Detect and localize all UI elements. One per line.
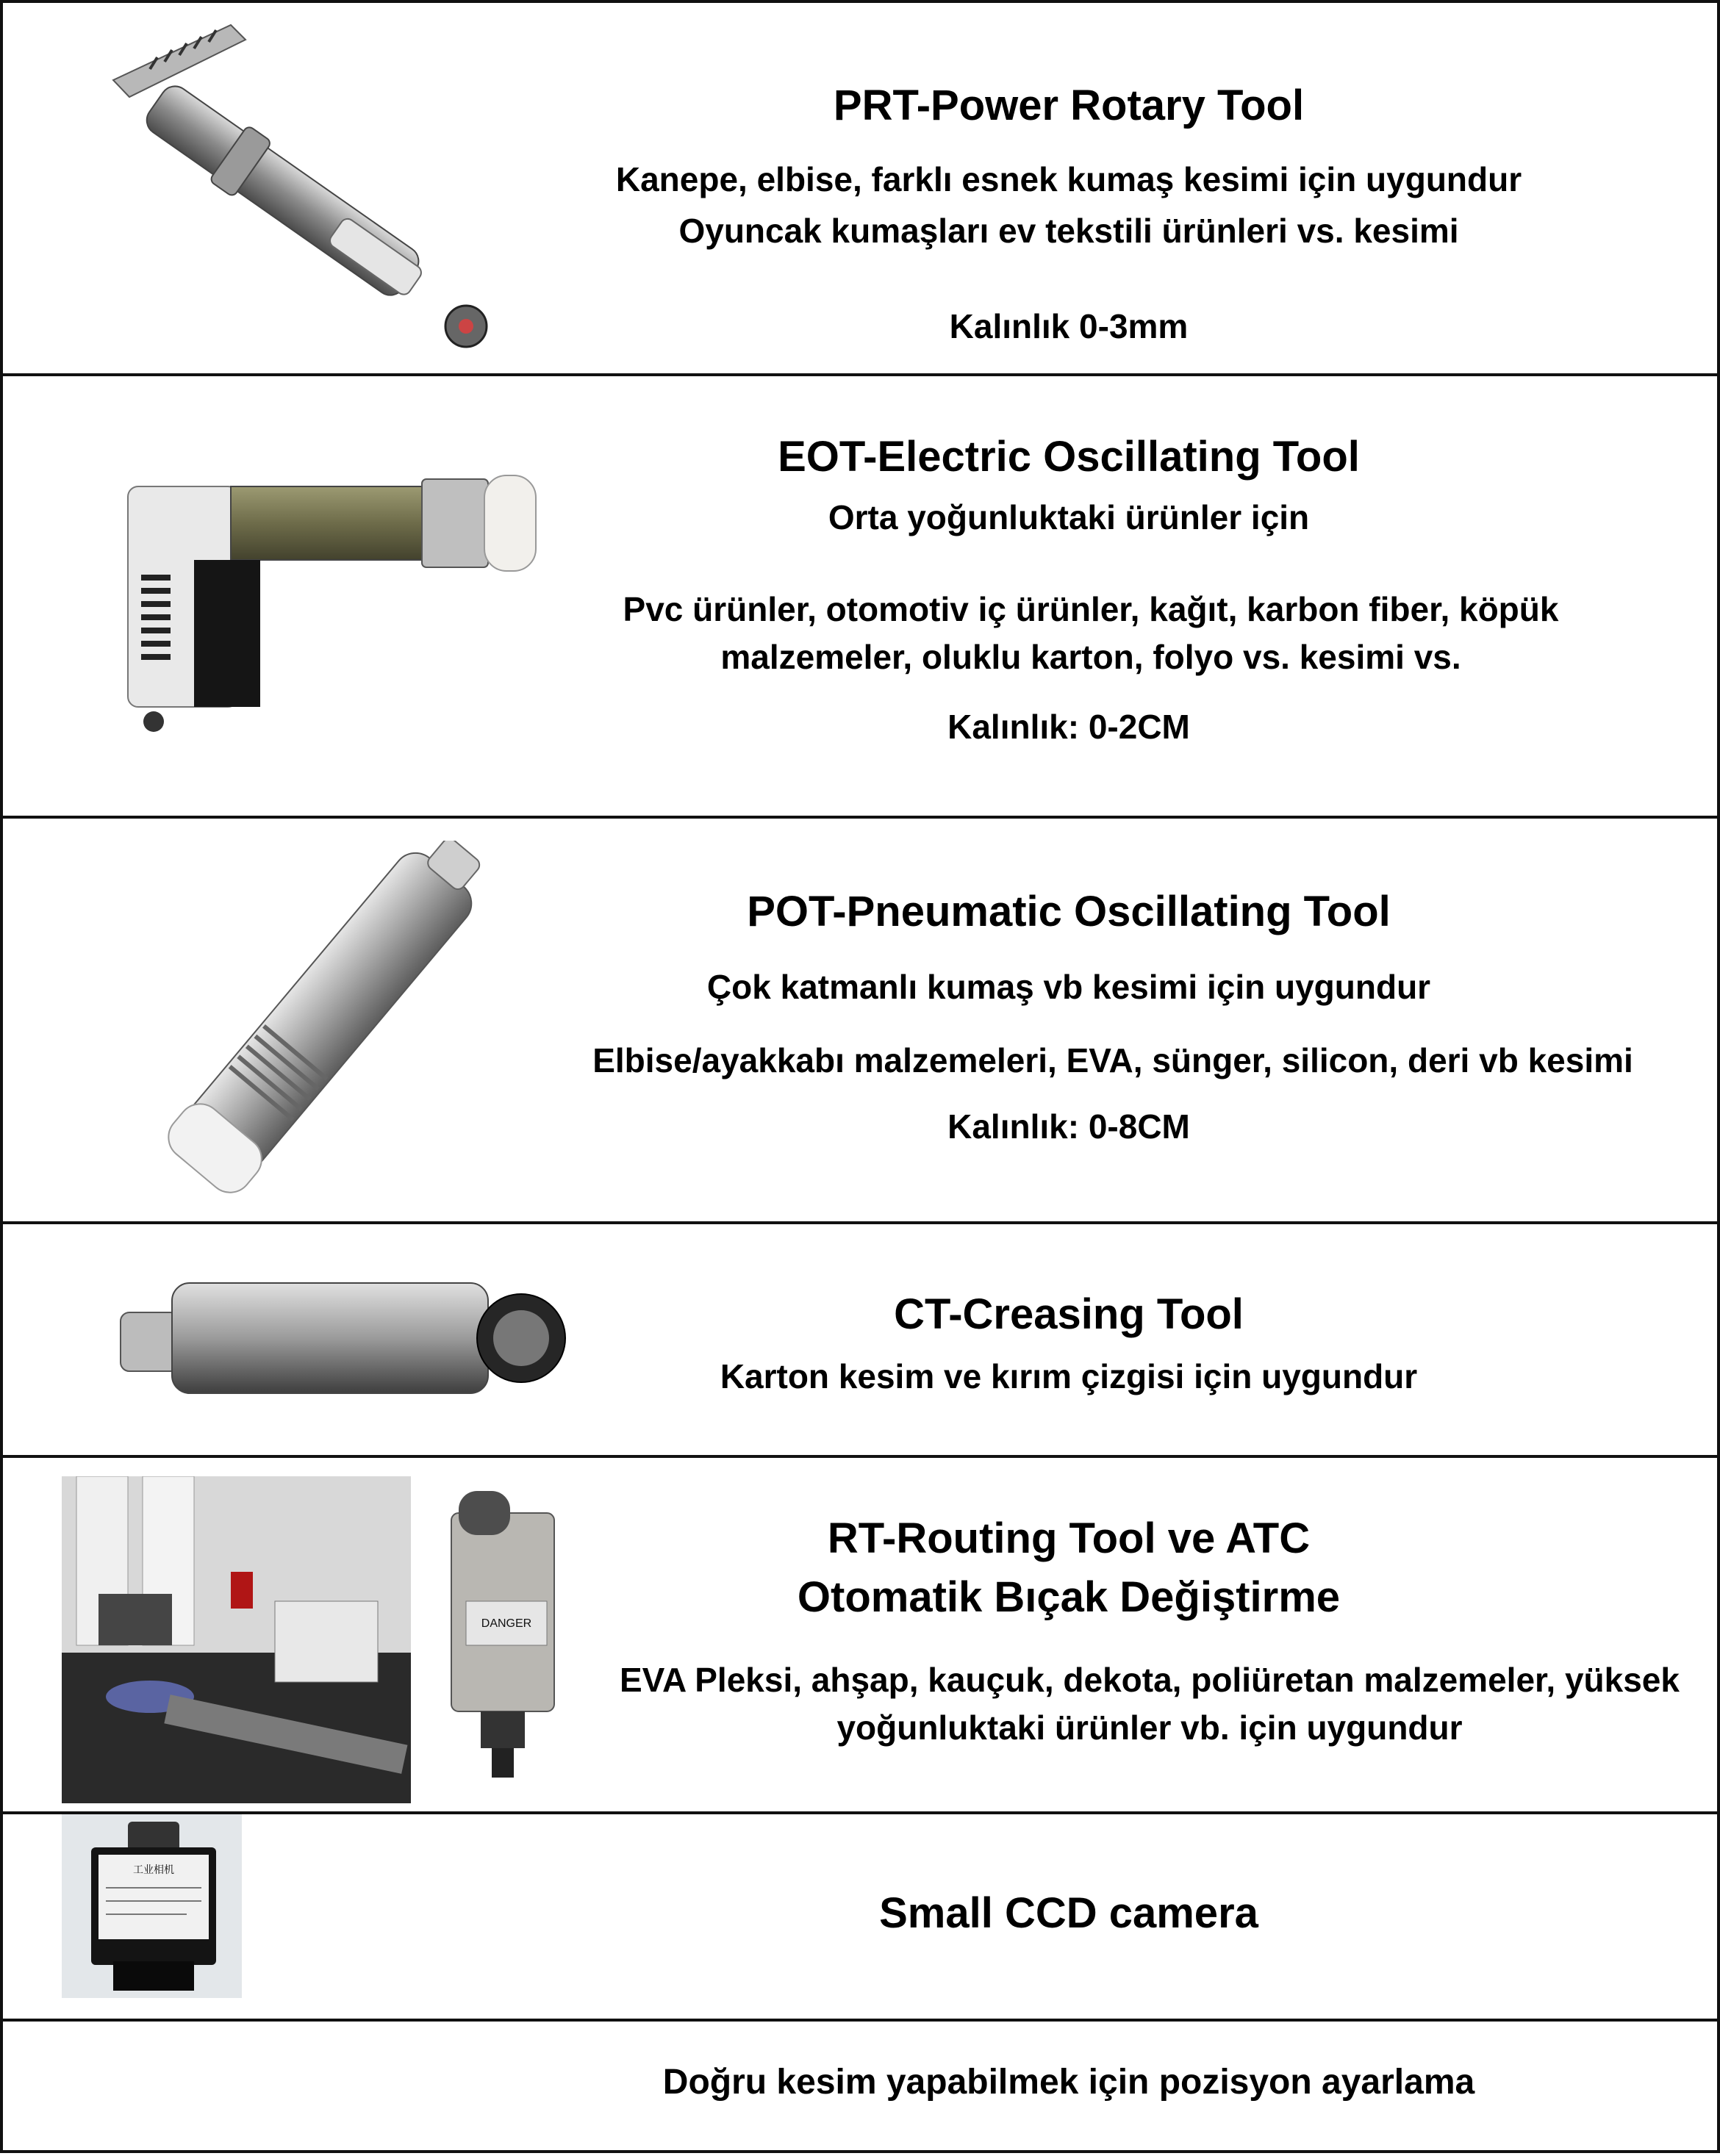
section-rt <box>3 1458 1720 1814</box>
rt-line-1: EVA Pleksi, ahşap, kauçuk, dekota, poliüretan malzemeler, yüksek <box>620 1661 1680 1699</box>
section-prt <box>3 3 1720 376</box>
prt-line-1: Kanepe, elbise, farklı esnek kumaş kesimi için uygundur <box>615 160 1522 198</box>
ct-tool-image <box>113 1254 569 1415</box>
ccd-camera-image <box>62 1814 242 1998</box>
section-ccd <box>3 1814 1720 2022</box>
spindle-label: DANGER <box>481 1617 532 1630</box>
eot-line-1: Orta yoğunluktaki ürünler için <box>828 498 1310 536</box>
pot-thickness: Kalınlık: 0-8CM <box>947 1107 1190 1146</box>
rt-title-line-2: Otomatik Bıçak Değiştirme <box>797 1573 1341 1621</box>
rt-machine-photo <box>62 1476 411 1803</box>
section-pot <box>3 819 1720 1224</box>
rt-line-2: yoğunluktaki ürünler vb. için uygundur <box>836 1708 1463 1747</box>
section-eot <box>3 376 1720 819</box>
ct-title: CT-Creasing Tool <box>894 1290 1244 1338</box>
prt-title: PRT-Power Rotary Tool <box>833 82 1305 129</box>
position-line: Doğru kesim yapabilmek için pozisyon ayarlama <box>662 2063 1475 2102</box>
section-ct <box>3 1224 1720 1458</box>
eot-title: EOT-Electric Oscillating Tool <box>778 433 1360 481</box>
eot-line-2: Pvc ürünler, otomotiv iç ürünler, kağıt, karbon fiber, köpük <box>623 590 1559 628</box>
eot-line-3: malzemeler, oluklu karton, folyo vs. kesimi vs. <box>720 638 1461 676</box>
pot-title: POT-Pneumatic Oscillating Tool <box>747 888 1391 935</box>
camera-label: 工业相机 <box>133 1864 174 1876</box>
pot-tool-image <box>98 841 540 1208</box>
section-position <box>3 2022 1720 2156</box>
ccd-title: Small CCD camera <box>879 1889 1258 1937</box>
prt-tool-image <box>98 18 510 356</box>
prt-line-2: Oyuncak kumaşları ev tekstili ürünleri vs. kesimi <box>678 212 1459 250</box>
pot-line-2: Elbise/ayakkabı malzemeleri, EVA, sünger, silicon, deri vb kesimi <box>592 1041 1633 1079</box>
prt-thickness: Kalınlık 0-3mm <box>949 307 1189 345</box>
rt-title-line-1: RT-Routing Tool ve ATC <box>827 1514 1311 1562</box>
ct-line-1: Karton kesim ve kırım çizgisi için uygundur <box>720 1357 1418 1395</box>
eot-thickness: Kalınlık: 0-2CM <box>947 708 1190 746</box>
rt-spindle-image <box>437 1491 569 1785</box>
eot-tool-image <box>121 457 547 744</box>
pot-line-1: Çok katmanlı kumaş vb kesimi için uygundur <box>706 968 1431 1006</box>
